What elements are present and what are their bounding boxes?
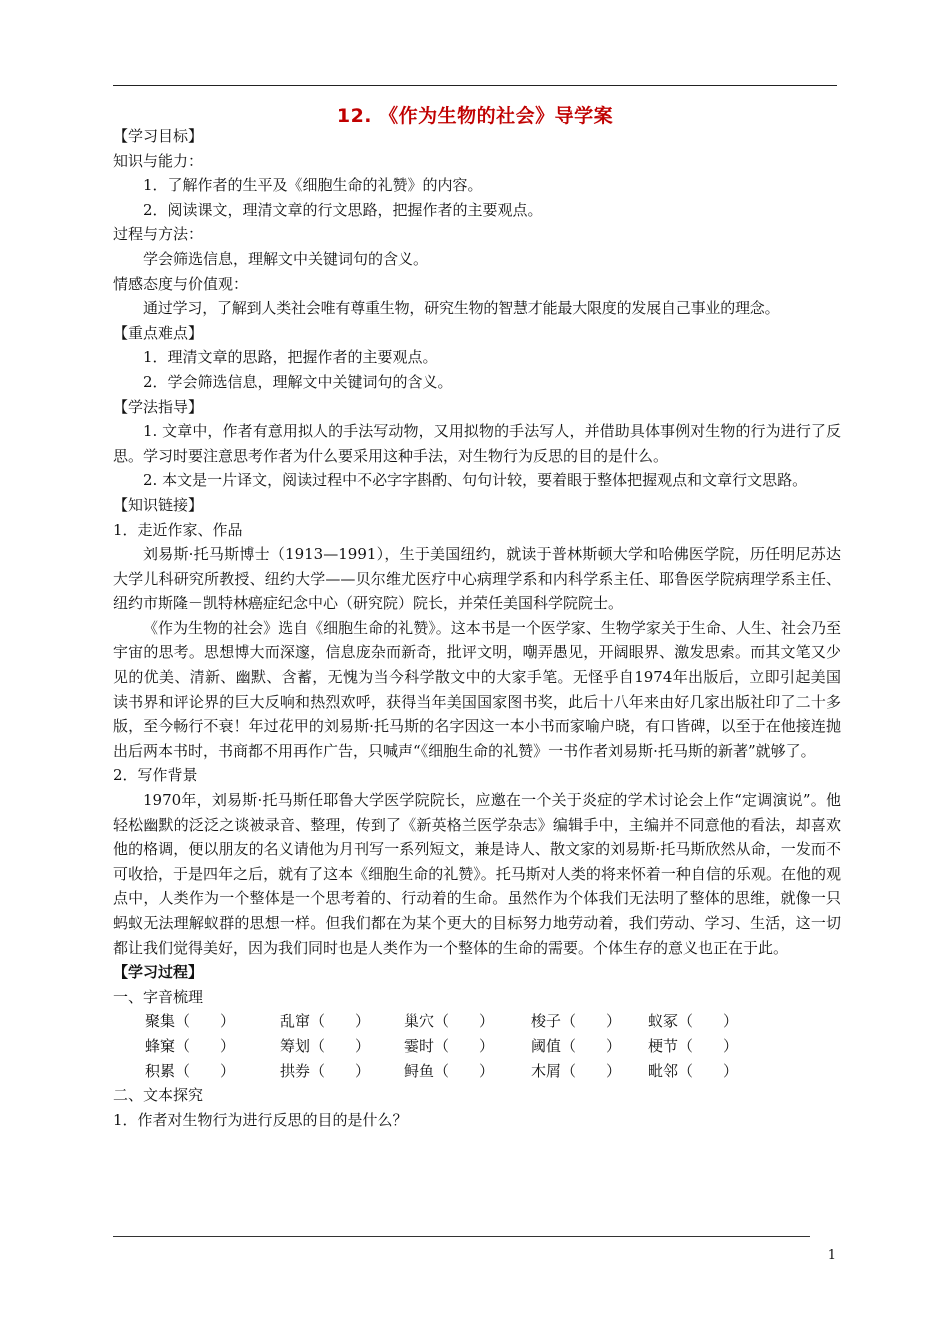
knowledge-item-2: 2．阅读课文，理清文章的行文思路，把握作者的主要观点。: [143, 200, 543, 219]
pinyin-item[interactable]: 毗邻（ ）: [648, 1061, 739, 1080]
knowledge-item-1: 1．了解作者的生平及《细胞生命的礼赞》的内容。: [143, 176, 483, 195]
pinyin-item[interactable]: 筹划（ ）: [280, 1036, 371, 1055]
keypoint-item-2: 2．学会筛选信息，理解文中关键词句的含义。: [143, 372, 453, 391]
background-paragraph: 1970年，刘易斯·托马斯任耶鲁大学医学院院长，应邀在一个关于炎症的学术讨论会上作“定调演说”。他轻松幽默的泛泛之谈被录音、整理，传到了《新英格兰医学杂志》编辑手中，主编并不同意他的看法，却喜欢他的格调，便以朋友的名义请他为月刊写一系列短文，兼是诗人、散文家的刘易斯·托马斯欣然从命，一发而不可收拾，于是四年之后，就有了这本《细胞生命的礼赞》。托马斯对人类的将来怀着一种自信的乐观。在他的观点中，人类作为一个整体是一个思考着的、行动着的生命。虽然作为个体我们无法明了整体的思维，就像一只蚂蚁无法理解蚁群的思想一样。但我们都在为某个更大的目标努力地劳动着，我们劳动、学习、生活，这一切都让我们觉得美好，因为我们同时也是人类作为一个整体的生命的需要。个体生存的意义也正在于此。: [113, 791, 841, 957]
links-heading: 【知识链接】: [113, 495, 204, 514]
pinyin-grid: [113, 1009, 841, 1083]
process-heading: 【学习过程】: [113, 963, 204, 982]
author-paragraph: 刘易斯·托马斯博士（1913—1991），生于美国纽约，就读于普林斯顿大学和哈佛医学院，历任明尼苏达大学儿科研究所教授、纽约大学——贝尔维尤医疗中心病理学系和内科学系主任、耶鲁医学院病理学系主任、纽约市斯隆－凯特林癌症纪念中心（研究院）院长，并荣任美国科学院院士。: [113, 545, 841, 613]
bottom-rule: [113, 1236, 810, 1237]
pinyin-item[interactable]: 梭子（ ）: [531, 1012, 622, 1031]
page-number: 1: [827, 1248, 836, 1263]
pinyin-item[interactable]: 巢穴（ ）: [404, 1012, 495, 1031]
book-paragraph: 《作为生物的社会》选自《细胞生命的礼赞》。这本书是一个医学家、生物学家关于生命、人生、社会乃至宇宙的思考。思想博大而深邃，信息庞杂而新奇，批评文明，嘲弄愚见，开阔眼界、激发思索。而其文笔又少见的优美、清新、幽默、含蓄，无愧为当今科学散文中的大家手笔。无怪乎自1974年出版后，立即引起美国读书界和评论界的巨大反响和热烈欢呼，获得当年美国国家图书奖，此后十八年来由好几家出版社印了二十多版，至今畅行不衰！年过花甲的刘易斯·托马斯的名字因这一本小书而家喻户晓，有口皆碑，以至于在他接连抛出后两本书时，书商都不用再作广告，只喊声“《细胞生命的礼赞》一书作者刘易斯·托马斯的新著”就够了。: [113, 618, 841, 760]
pinyin-item[interactable]: 蚁冢（ ）: [648, 1012, 739, 1031]
document-body: [113, 124, 841, 1132]
links-subheading-background: 2．写作背景: [113, 766, 198, 785]
process-item: 学会筛选信息，理解文中关键词句的含义。: [143, 249, 429, 268]
pinyin-item[interactable]: 聚集（ ）: [145, 1012, 236, 1031]
keypoint-item-1: 1．理清文章的思路，把握作者的主要观点。: [143, 348, 438, 367]
text-inquiry-subheading: 二、文本探究: [113, 1086, 204, 1105]
pinyin-item[interactable]: 梗节（ ）: [648, 1036, 739, 1055]
method-paragraph-2: 2. 本文是一片译文，阅读过程中不必字字斟酌、句句计较，要着眼于整体把握观点和文章行文思路。: [143, 471, 808, 490]
pinyin-item[interactable]: 蜂窠（ ）: [145, 1036, 236, 1055]
method-heading: 【学法指导】: [113, 397, 204, 416]
pinyin-item[interactable]: 霎时（ ）: [404, 1036, 495, 1055]
goals-heading: 【学习目标】: [113, 127, 204, 145]
knowledge-label: 知识与能力：: [113, 151, 204, 170]
process-label: 过程与方法：: [113, 225, 204, 244]
method-paragraph-1: 1. 文章中，作者有意用拟人的手法写动物，又用拟物的手法写人，并借助具体事例对生物的行为进行了反思。学习时要注意思考作者为什么要采用这种手法，对生物行为反思的目的是什么。: [113, 422, 841, 465]
emotion-label: 情感态度与价值观：: [113, 274, 249, 293]
question-1: 1．作者对生物行为进行反思的目的是什么？: [113, 1110, 408, 1129]
pinyin-item[interactable]: 木屑（ ）: [531, 1061, 622, 1080]
top-rule: [113, 85, 837, 86]
pinyin-item[interactable]: 拱券（ ）: [280, 1061, 371, 1080]
pinyin-item[interactable]: 鲟鱼（ ）: [404, 1061, 495, 1080]
links-subheading-author: 1．走近作家、作品: [113, 520, 243, 539]
emotion-item: 通过学习，了解到人类社会唯有尊重生物，研究生物的智慧才能最大限度的发展自己事业的理念。: [143, 299, 780, 318]
pinyin-item[interactable]: 阈值（ ）: [531, 1036, 622, 1055]
page-title: 12. 《作为生物的社会》导学案: [336, 105, 614, 127]
keypoints-heading: 【重点难点】: [113, 323, 204, 342]
pinyin-subheading: 一、字音梳理: [113, 987, 204, 1006]
pinyin-item[interactable]: 积累（ ）: [145, 1061, 236, 1080]
pinyin-item[interactable]: 乱窜（ ）: [280, 1012, 371, 1031]
